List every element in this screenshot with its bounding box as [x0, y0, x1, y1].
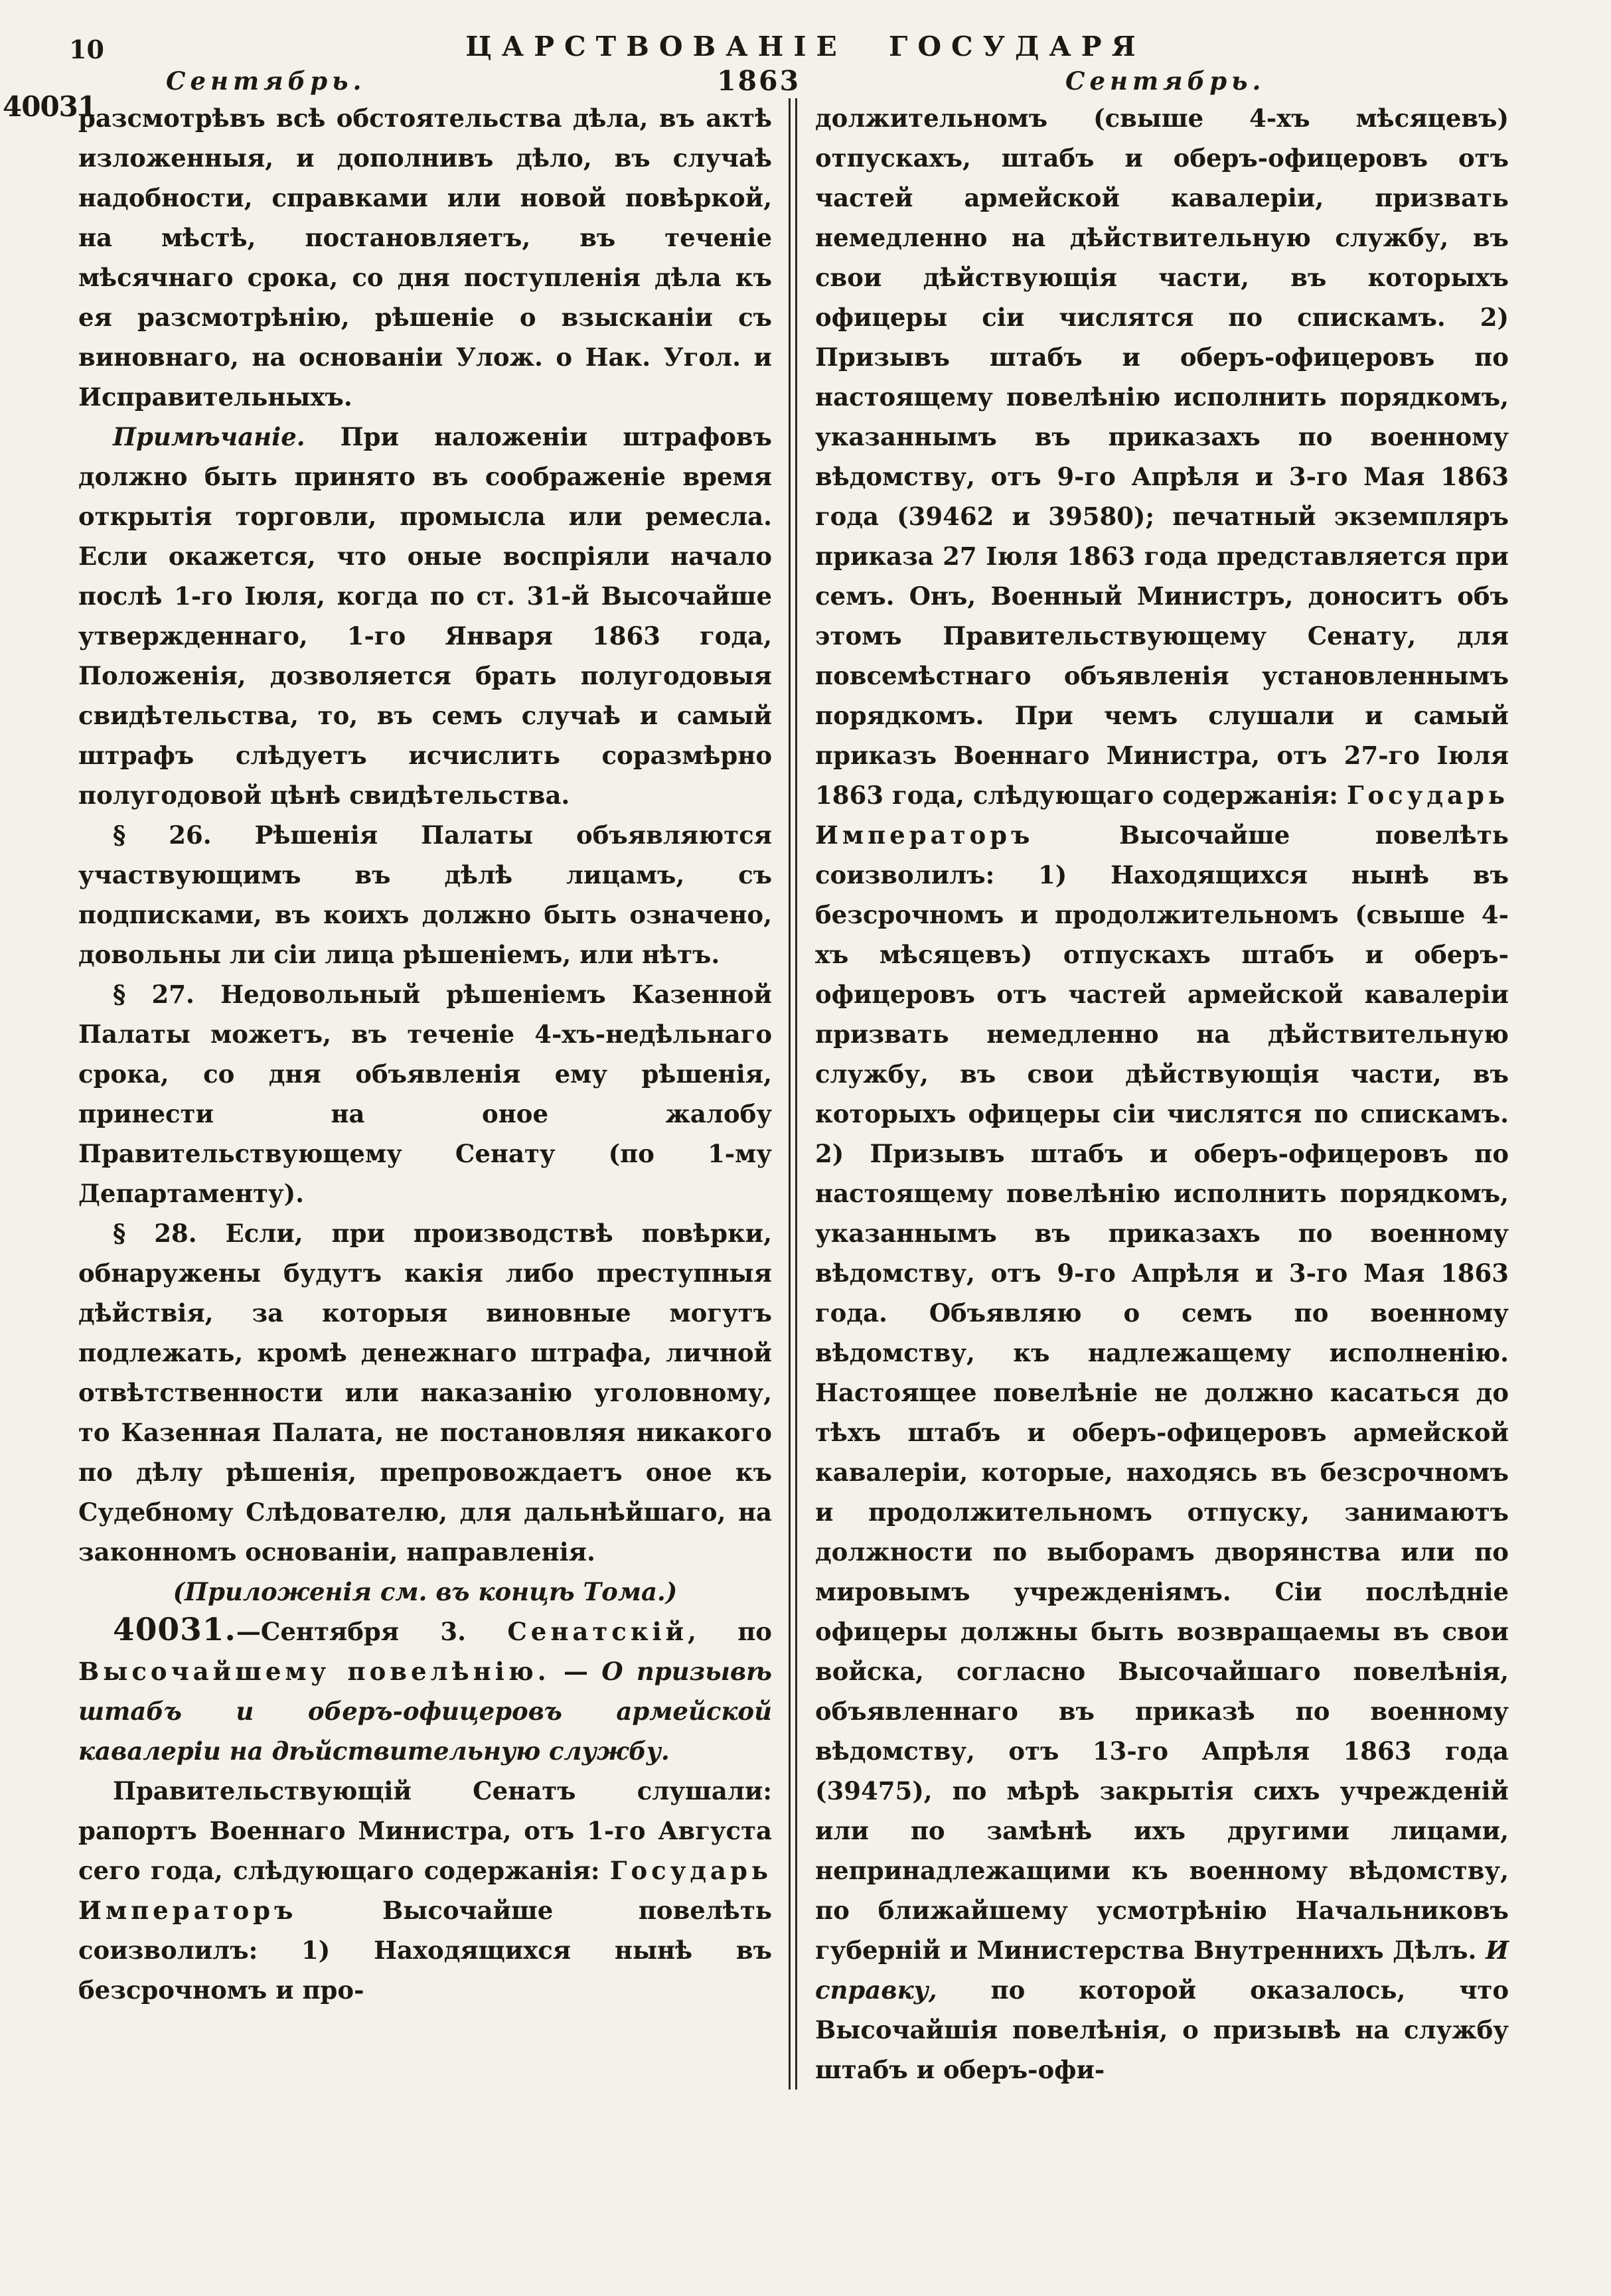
page-number: 10	[69, 35, 104, 64]
text-run: § 26. Рѣшенія Палаты объявляются участвующимъ въ дѣлѣ лицамъ, съ подписками, въ коихъ должно быть означено, довольны ли сіи лица рѣшеніемъ, или нѣтъ.	[78, 820, 772, 969]
paragraph	[78, 974, 772, 1213]
paragraph	[78, 815, 772, 974]
text-run: 40031.	[113, 1612, 236, 1648]
text-run: Высочайше повелѣть соизволилъ: 1) Находящихся нынѣ въ безсрочномъ и про-	[78, 1896, 772, 2005]
running-header-month-right: Сентябрь.	[1065, 66, 1266, 96]
text-columns	[78, 98, 1532, 2090]
paragraph	[78, 1572, 772, 1612]
margin-act-number: 40031	[3, 90, 97, 123]
text-run: И справку,	[815, 1936, 1509, 2005]
text-run: § 27. Недовольный рѣшеніемъ Казенной Палаты можетъ, въ теченіе 4-хъ-недѣльнаго срока, со дня объявленія ему рѣшенія, принести на оное жалобу Правительствующему Сенату (по 1-му Департаменту).	[78, 980, 772, 1208]
text-run: Государь Императоръ	[78, 1856, 772, 1925]
paragraph	[78, 1612, 772, 1771]
text-run: Правительствующій Сенатъ слушали: рапортъ Военнаго Министра, отъ 1-го Августа сего года, слѣдующаго содержанія:	[78, 1776, 772, 1885]
text-run: , по	[688, 1617, 772, 1646]
paragraph	[78, 417, 772, 815]
text-run: Сенатскій	[507, 1617, 688, 1646]
text-run: по которой оказалось, что Высочайшія повелѣнія, о призывѣ на службу штабъ и оберъ-офи-	[815, 1975, 1509, 2084]
text-run: разсмотрѣвъ всѣ обстоятельства дѣла, въ актѣ изложенныя, и дополнивъ дѣло, въ случаѣ надобности, справками или новой повѣркой, на мѣстѣ, постановляетъ, въ теченіе мѣсячнаго срока, со дня поступленія дѣла къ ея разсмотрѣнію, рѣшеніе о взысканіи съ виновнаго, на основаніи Улож. о Нак. Угол. и Исправительныхъ.	[78, 104, 772, 412]
text-run: —	[550, 1657, 602, 1686]
left-column	[78, 98, 772, 2090]
text-run: О призывѣ штабъ и оберъ-офицеровъ армейской кавалеріи на дѣйствительную службу.	[78, 1657, 772, 1766]
running-header-month-left: Сентябрь.	[166, 66, 366, 96]
text-run: —Сентября 3.	[236, 1617, 508, 1646]
column-divider-rule	[789, 98, 797, 2090]
paragraph	[815, 98, 1509, 2090]
running-header-year: 1863	[717, 65, 801, 97]
right-column	[815, 98, 1509, 2090]
text-run: должительномъ (свыше 4-хъ мѣсяцевъ) отпускахъ, штабъ и оберъ-офицеровъ отъ частей армейской кавалеріи, призвать немедленно на дѣйствительную службу, въ свои дѣйствующія части, въ которыхъ офицеры сіи числятся по спискамъ. 2) Призывъ штабъ и оберъ-офицеровъ по настоящему повелѣнію исполнить порядкомъ, указаннымъ въ приказахъ по военному вѣдомству, отъ 9-го Апрѣля и 3-го Мая 1863 года (39462 и 39580); печатный экземпляръ приказа 27 Іюля 1863 года представляется при семъ. Онъ, Военный Министръ, доноситъ объ этомъ Правительствующему Сенату, для повсемѣстнаго объявленія установленнымъ порядкомъ. При чемъ слушали и самый приказъ Военнаго Министра, отъ 27-го Іюля 1863 года, слѣдующаго содержанія:	[815, 104, 1509, 810]
running-title: ЦАРСТВОВАНІЕ ГОСУДАРЯ	[465, 31, 1146, 62]
paragraph	[78, 1771, 772, 2010]
text-run: Примѣчаніе.	[113, 422, 305, 451]
paragraph	[78, 98, 772, 417]
paragraph	[78, 1213, 772, 1572]
text-run: Государь Императоръ	[815, 781, 1509, 850]
text-run: § 28. Если, при производствѣ повѣрки, обнаружены будутъ какія либо преступныя дѣйствія, за которыя виновные могутъ подлежать, кромѣ денежнаго штрафа, личной отвѣтственности или наказанію уголовному, то Казенная Палата, не постановляя никакого по дѣлу рѣшенія, препровождаетъ оное къ Судебному Слѣдователю, для дальнѣйшаго, на законномъ основаніи, направленія.	[78, 1219, 772, 1567]
text-run: Высочайшему повелѣнію.	[78, 1657, 550, 1686]
text-run: При наложеніи штрафовъ должно быть принято въ соображеніе время открытія торговли, промысла или ремесла. Если окажется, что оные воспріяли начало послѣ 1-го Іюля, когда по ст. 31-й Высочайше утвержденнаго, 1-го Января 1863 года, Положенія, дозволяется брать полугодовыя свидѣтельства, то, въ семъ случаѣ и самый штрафъ слѣдуетъ исчислить соразмѣрно полугодовой цѣнѣ свидѣтельства.	[78, 422, 772, 810]
text-run: Высочайше повелѣть соизволилъ: 1) Находящихся нынѣ въ безсрочномъ и продолжительномъ (свыше 4-хъ мѣсяцевъ) отпускахъ штабъ и оберъ-офицеровъ отъ частей армейской кавалеріи призвать немедленно на дѣйствительную службу, въ свои дѣйствующія части, въ которыхъ офицеры сіи числятся по спискамъ. 2) Призывъ штабъ и оберъ-офицеровъ по настоящему повелѣнію исполнить порядкомъ, указаннымъ въ приказахъ по военному вѣдомству, отъ 9-го Апрѣля и 3-го Мая 1863 года. Объявляю о семъ по военному вѣдомству, къ надлежащему исполненію. Настоящее повелѣніе не должно касаться до тѣхъ штабъ и оберъ-офицеровъ армейской кавалеріи, которые, находясь въ безсрочномъ и продолжительномъ отпуску, занимаютъ должности по выборамъ дворянства или по мировымъ учрежденіямъ. Сіи послѣдніе офицеры должны быть возвращаемы въ свои войска, согласно Высочайшаго повелѣнія, объявленнаго въ приказѣ по военному вѣдомству, отъ 13-го Апрѣля 1863 года (39475), по мѣрѣ закрытія сихъ учрежденій или по замѣнѣ ихъ другими лицами, непринадлежащими къ военному вѣдомству, по ближайшему усмотрѣнію Начальниковъ губерній и Министерства Внутреннихъ Дѣлъ.	[815, 820, 1509, 1965]
text-run: (Приложенія см. въ концѣ Тома.)	[173, 1577, 678, 1606]
